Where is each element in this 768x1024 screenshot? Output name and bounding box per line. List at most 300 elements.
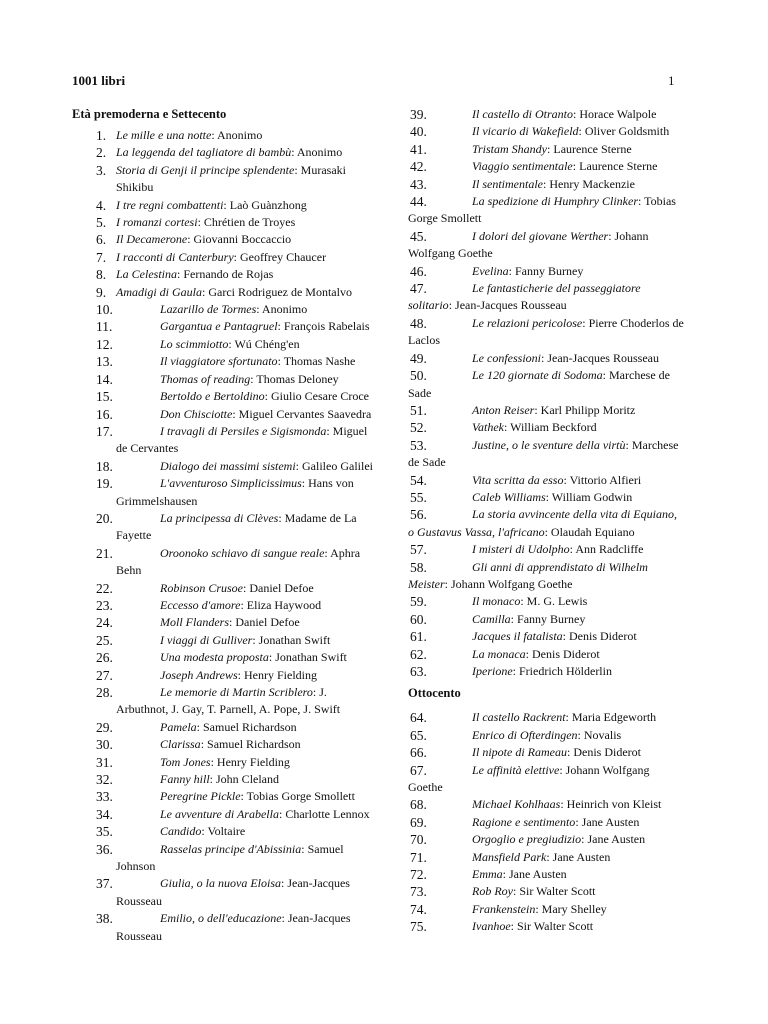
book-title: La storia avvincente della vita di Equiano,	[472, 507, 677, 522]
book-continuation-line: solitario: Jean-Jacques Rousseau	[408, 298, 567, 313]
book-line: Iperione: Friedrich Hölderlin	[472, 664, 612, 678]
book-author: J.	[319, 685, 327, 699]
book-author: Voltaire	[207, 824, 246, 839]
book-author: Laò Guànzhong	[229, 197, 307, 212]
book-number: 13.	[96, 354, 113, 370]
book-entry	[408, 402, 700, 419]
book-line: Ragione e sentimento: Jane Austen	[472, 814, 640, 829]
book-line: Peregrine Pickle: Tobias Gorge Smollett	[160, 789, 355, 804]
book-author: Olaudah Equiano	[550, 524, 635, 539]
book-line: Il sentimentale: Henry Mackenzie	[472, 176, 635, 191]
book-author: Jean-Jacques	[287, 911, 351, 926]
book-entry	[408, 315, 700, 350]
book-title: Una modesta proposta	[160, 650, 269, 665]
book-line: Rob Roy: Sir Walter Scott	[472, 884, 596, 899]
book-title: I travagli di Persiles e Sigismonda	[160, 423, 327, 438]
book-number: 73.	[410, 884, 427, 900]
book-author: Daniel Defoe	[249, 580, 314, 595]
book-author: Jane Austen	[581, 814, 640, 829]
book-title: Il castello Rackrent	[472, 710, 566, 725]
book-entry	[408, 744, 700, 761]
book-author: Johann Wolfgang	[565, 762, 650, 777]
book-entry	[408, 796, 700, 813]
book-author-continued: Laclos	[408, 333, 440, 348]
book-title: Jacques il fatalista	[472, 629, 563, 644]
book-title: Enrico di Ofterdingen	[472, 727, 578, 742]
book-number: 46.	[410, 263, 427, 279]
book-number: 33.	[96, 789, 113, 805]
book-author: Fernando de Rojas	[183, 267, 274, 282]
book-author: Vittorio Alfieri	[569, 472, 642, 487]
book-title: Gargantua e Pantagruel	[160, 319, 278, 334]
book-author: Fanny Burney	[517, 611, 586, 626]
book-line: Il Decamerone: Giovanni Boccaccio	[116, 232, 292, 247]
book-entry	[72, 336, 390, 353]
book-author-continued: Behn	[116, 563, 142, 578]
book-author-continued: Arbuthnot, J. Gay, T. Parnell, A. Pope, J. Swift	[116, 702, 341, 717]
book-entry	[408, 280, 700, 315]
book-author: Friedrich Hölderlin	[519, 664, 612, 678]
book-author: Samuel Richardson	[207, 737, 301, 752]
book-title: I viaggi di Gulliver	[160, 632, 253, 647]
book-title: La leggenda del tagliatore di bambù	[116, 145, 292, 160]
book-number: 74.	[410, 901, 427, 917]
book-entry	[72, 458, 390, 475]
book-entry	[408, 831, 700, 848]
book-line: Il nipote di Rameau: Denis Diderot	[472, 745, 641, 760]
book-line: Le 120 giornate di Sodoma: Marchese de	[472, 368, 670, 383]
book-title: Bertoldo e Bertoldino	[160, 389, 265, 404]
book-line: Caleb Williams: William Godwin	[472, 489, 633, 504]
book-entry	[408, 727, 700, 744]
book-entry	[72, 406, 390, 423]
book-author: Giulio Cesare Croce	[271, 389, 369, 404]
book-author: Galileo Galilei	[302, 458, 373, 473]
book-line: I racconti di Canterbury: Geoffrey Chaucer	[116, 249, 327, 264]
book-author: Murasaki	[300, 162, 346, 177]
book-line: La Celestina: Fernando de Rojas	[116, 267, 274, 282]
book-number: 8.	[96, 267, 107, 283]
book-entry	[72, 475, 390, 510]
book-number: 6.	[96, 232, 107, 248]
book-title: Don Chisciotte	[160, 406, 233, 421]
book-line: Enrico di Ofterdingen: Novalis	[472, 727, 622, 742]
book-entry	[408, 646, 700, 663]
book-line: Lazarillo de Tormes: Anonimo	[160, 302, 308, 317]
book-author: Daniel Defoe	[235, 615, 300, 630]
book-number: 1.	[96, 128, 107, 143]
book-line: Vathek: William Beckford	[472, 420, 597, 435]
book-title: Robinson Crusoe	[160, 580, 244, 595]
book-author: John Cleland	[216, 772, 280, 787]
book-line: I dolori del giovane Werther: Johann	[472, 228, 649, 243]
book-author: Jonathan Swift	[275, 650, 347, 665]
book-line: Frankenstein: Mary Shelley	[472, 901, 607, 916]
book-author: Maria Edgeworth	[571, 710, 657, 725]
book-number: 63.	[410, 664, 427, 679]
book-number: 68.	[410, 797, 427, 813]
book-author: Marchese	[631, 437, 679, 452]
book-entry	[72, 127, 390, 144]
book-line: Orgoglio e pregiudizio: Jane Austen	[472, 832, 646, 847]
book-line: Fanny hill: John Cleland	[160, 772, 280, 787]
book-line: Camilla: Fanny Burney	[472, 611, 586, 626]
book-line: Oroonoko schiavo di sangue reale: Aphra	[160, 545, 361, 560]
book-author: Miguel Cervantes Saavedra	[238, 406, 372, 421]
book-number: 23.	[96, 597, 113, 613]
book-entry	[408, 158, 700, 175]
book-title: Ivanhoe	[472, 919, 511, 934]
book-number: 75.	[410, 919, 427, 935]
book-number: 26.	[96, 650, 113, 666]
book-number: 30.	[96, 737, 113, 753]
book-entry	[408, 814, 700, 831]
book-entry	[408, 437, 700, 472]
book-author: Denis Diderot	[573, 745, 641, 760]
book-title: Il Decamerone	[116, 232, 188, 247]
book-number: 72.	[410, 867, 427, 883]
book-title: Thomas of reading	[160, 371, 251, 386]
book-entry	[72, 249, 390, 266]
book-author: Johann Wolfgang Goethe	[451, 576, 573, 591]
book-author: Karl Philipp Moritz	[540, 402, 636, 417]
book-line	[472, 507, 677, 521]
book-line: Storia di Genji il principe splendente: Murasaki	[116, 162, 346, 177]
book-line: Jacques il fatalista: Denis Diderot	[472, 629, 637, 644]
book-list-right-premodern	[408, 106, 700, 680]
book-author-continued: Johnson	[116, 859, 156, 874]
book-line: Le affinità elettive: Johann Wolfgang	[472, 762, 650, 777]
book-line: Candido: Voltaire	[160, 824, 246, 839]
book-entry	[408, 419, 700, 436]
book-title: La Celestina	[116, 267, 178, 282]
book-line: Justine, o le sventure della virtù: Marchese	[472, 437, 679, 452]
book-title: Clarissa	[160, 737, 201, 752]
book-author: Denis Diderot	[569, 629, 637, 644]
book-title: Le confessioni	[472, 350, 541, 365]
book-line	[472, 560, 648, 574]
book-entry	[72, 284, 390, 301]
book-title: I racconti di Canterbury	[116, 249, 234, 264]
book-title: Il nipote di Rameau	[472, 745, 567, 760]
book-author: Hans von	[308, 476, 354, 491]
book-line: Il viaggiatore sfortunato: Thomas Nashe	[160, 354, 356, 369]
book-title: Il viaggiatore sfortunato	[160, 354, 278, 369]
book-title: Le relazioni pericolose	[472, 315, 583, 330]
book-entry	[408, 762, 700, 797]
book-author-continued: Gorge Smollett	[408, 211, 482, 226]
book-number: 53.	[410, 437, 427, 453]
book-number: 67.	[410, 762, 427, 778]
book-author: Wú Chéng'en	[234, 336, 300, 351]
book-number: 32.	[96, 772, 113, 788]
book-number: 59.	[410, 594, 427, 610]
book-title: Caleb Williams	[472, 489, 546, 504]
book-number: 36.	[96, 841, 113, 857]
book-entry	[72, 388, 390, 405]
book-author: Thomas Nashe	[283, 354, 356, 369]
book-entry	[72, 754, 390, 771]
book-title: Emilio, o dell'educazione	[160, 911, 282, 926]
book-entry	[408, 263, 700, 280]
book-line: Don Chisciotte: Miguel Cervantes Saavedra	[160, 406, 372, 421]
book-author: Aphra	[330, 545, 361, 560]
book-title: I tre regni combattenti	[116, 197, 224, 212]
book-line: Le mille e una notte: Anonimo	[116, 128, 263, 142]
book-number: 50.	[410, 368, 427, 384]
book-number: 66.	[410, 745, 427, 761]
book-number: 39.	[410, 107, 427, 122]
book-line: Michael Kohlhaas: Heinrich von Kleist	[472, 797, 662, 812]
section-heading-premodern: Età premoderna e Settecento	[72, 107, 227, 121]
book-entry	[72, 371, 390, 388]
book-number: 18.	[96, 458, 113, 474]
book-author-continued: Rousseau	[116, 893, 162, 908]
book-entry	[408, 866, 700, 883]
book-title: Ragione e sentimento	[472, 814, 576, 829]
book-author: Eliza Haywood	[246, 597, 322, 612]
book-title: Rasselas principe d'Abissinia	[160, 841, 302, 856]
book-number: 27.	[96, 667, 113, 683]
book-number: 12.	[96, 336, 113, 352]
book-line: Joseph Andrews: Henry Fielding	[160, 667, 318, 682]
book-author-continued: de Sade	[408, 455, 446, 470]
book-title: Candido	[160, 824, 202, 839]
book-number: 45.	[410, 228, 427, 244]
book-line: Le avventure di Arabella: Charlotte Lennox	[160, 806, 370, 821]
book-title: La spedizione di Humphry Clinker	[472, 194, 638, 209]
book-continuation-line: Meister: Johann Wolfgang Goethe	[408, 576, 573, 591]
book-title: Lo scimmiotto	[160, 336, 229, 351]
book-author: Oliver Goldsmith	[584, 124, 670, 139]
book-line: Il castello di Otranto: Horace Walpole	[472, 107, 657, 121]
book-number: 10.	[96, 302, 113, 318]
book-number: 34.	[96, 806, 113, 822]
book-entry	[408, 367, 700, 402]
book-title: Frankenstein	[472, 901, 536, 916]
book-entry	[72, 266, 390, 283]
book-author: Marchese de	[609, 368, 670, 383]
book-entry	[408, 350, 700, 367]
book-line: Tristam Shandy: Laurence Sterne	[472, 141, 632, 156]
book-number: 19.	[96, 476, 113, 492]
book-title: Mansfield Park	[472, 849, 547, 864]
book-entry	[72, 806, 390, 823]
book-author: Mary Shelley	[541, 901, 607, 916]
book-number: 52.	[410, 420, 427, 436]
book-number: 2.	[96, 145, 107, 161]
book-entry	[72, 614, 390, 631]
book-number: 11.	[96, 319, 113, 335]
book-entry	[408, 663, 700, 680]
book-title: Michael Kohlhaas	[472, 797, 561, 812]
book-line: Viaggio sentimentale: Laurence Sterne	[472, 159, 658, 174]
book-line: Eccesso d'amore: Eliza Haywood	[160, 597, 322, 612]
right-column	[408, 106, 700, 936]
book-title: Camilla	[472, 611, 511, 626]
book-line: Dialogo dei massimi sistemi: Galileo Galilei	[160, 458, 373, 473]
book-line: Lo scimmiotto: Wú Chéng'en	[160, 336, 300, 351]
book-entry	[72, 197, 390, 214]
book-title: Il castello di Otranto	[472, 107, 573, 121]
book-title: I misteri di Udolpho	[472, 542, 570, 557]
book-number: 15.	[96, 389, 113, 405]
book-title: Giulia, o la nuova Eloisa	[160, 876, 281, 891]
book-number: 29.	[96, 719, 113, 735]
book-entry	[408, 106, 700, 123]
book-author: Jean-Jacques Rousseau	[547, 350, 659, 365]
book-entry	[408, 489, 700, 506]
book-number: 7.	[96, 249, 107, 265]
book-entry	[408, 193, 700, 228]
book-author: Jean-Jacques	[287, 876, 350, 891]
book-title: Evelina	[472, 263, 509, 278]
book-title: Anton Reiser	[472, 402, 535, 417]
book-author: Johann	[614, 228, 649, 243]
book-entry	[72, 841, 390, 876]
book-number: 62.	[410, 646, 427, 662]
book-number: 65.	[410, 727, 427, 743]
book-number: 28.	[96, 685, 113, 700]
book-author: Tobias Gorge Smollett	[246, 789, 355, 804]
book-author: Pierre Choderlos de	[588, 315, 684, 330]
book-number: 31.	[96, 754, 113, 770]
book-title: Vita scritta da esso	[472, 472, 564, 487]
page-number: 1	[668, 73, 675, 88]
book-entry	[408, 559, 700, 594]
book-title: Orgoglio e pregiudizio	[472, 832, 582, 847]
book-number: 47.	[410, 281, 427, 297]
book-author: Laurence Sterne	[579, 159, 658, 174]
book-author-continued: Sade	[408, 385, 432, 400]
book-number: 55.	[410, 489, 427, 505]
book-author: Henry Fielding	[244, 667, 318, 682]
book-entry	[408, 176, 700, 193]
book-continuation-line: o Gustavus Vassa, l'africano: Olaudah Equiano	[408, 524, 635, 539]
book-entry	[72, 597, 390, 614]
book-line: Pamela: Samuel Richardson	[160, 719, 297, 734]
book-line: L'avventuroso Simplicissimus: Hans von	[160, 476, 354, 491]
book-author: William Godwin	[551, 489, 633, 504]
book-entry	[72, 214, 390, 231]
book-author-continued: Grimmelshausen	[116, 493, 198, 508]
book-line: Ivanhoe: Sir Walter Scott	[472, 919, 594, 934]
book-number: 57.	[410, 542, 427, 558]
book-title: Il sentimentale	[472, 176, 543, 191]
book-title: Le memorie di Martin Scriblero	[160, 685, 313, 699]
book-title: La monaca	[472, 646, 526, 661]
book-number: 51.	[410, 402, 427, 418]
book-number: 22.	[96, 580, 113, 596]
book-number: 58.	[410, 559, 427, 575]
book-line: Rasselas principe d'Abissinia: Samuel	[160, 841, 344, 856]
book-title: Pamela	[160, 719, 197, 734]
book-line: I tre regni combattenti: Laò Guànzhong	[116, 197, 307, 212]
book-number: 70.	[410, 832, 427, 848]
book-line: Le relazioni pericolose: Pierre Choderlos de	[472, 315, 684, 330]
book-author: Giovanni Boccaccio	[193, 232, 292, 247]
book-author-continued: Fayette	[116, 528, 152, 543]
book-entry	[408, 628, 700, 645]
book-line: Il monaco: M. G. Lewis	[472, 594, 588, 609]
book-title: Le avventure di Arabella	[160, 806, 279, 821]
document-title: 1001 libri	[72, 73, 126, 88]
book-number: 9.	[96, 284, 107, 300]
book-number: 3.	[96, 162, 107, 178]
book-number: 56.	[410, 507, 427, 523]
book-author: Fanny Burney	[515, 263, 584, 278]
book-entry	[408, 123, 700, 140]
book-author: Jane Austen	[587, 832, 646, 847]
book-number: 37.	[96, 876, 113, 892]
book-line: Robinson Crusoe: Daniel Defoe	[160, 580, 314, 595]
book-number: 60.	[410, 611, 427, 627]
book-entry	[72, 144, 390, 161]
book-number: 38.	[96, 911, 113, 927]
book-title: Tom Jones	[160, 754, 211, 769]
book-title-continued: o Gustavus Vassa, l'africano	[408, 524, 545, 539]
book-title: Iperione	[472, 664, 513, 678]
book-entry	[408, 541, 700, 558]
book-author: Anonimo	[296, 145, 343, 160]
book-line: Clarissa: Samuel Richardson	[160, 737, 301, 752]
book-line: I misteri di Udolpho: Ann Radcliffe	[472, 542, 644, 557]
book-number: 4.	[96, 197, 107, 213]
book-line: Bertoldo e Bertoldino: Giulio Cesare Croce	[160, 389, 369, 404]
book-number: 54.	[410, 472, 427, 488]
book-line: Emma: Jane Austen	[472, 867, 567, 882]
book-number: 49.	[410, 350, 427, 366]
book-entry	[72, 736, 390, 753]
book-title: Le affinità elettive	[472, 762, 560, 777]
book-number: 44.	[410, 194, 427, 210]
book-author: Madame de La	[284, 510, 357, 525]
book-author: M. G. Lewis	[526, 594, 588, 609]
book-line: Anton Reiser: Karl Philipp Moritz	[472, 402, 636, 417]
book-entry	[72, 545, 390, 580]
book-number: 16.	[96, 406, 113, 422]
book-entry	[408, 849, 700, 866]
book-entry	[72, 231, 390, 248]
book-author: Charlotte Lennox	[285, 806, 370, 821]
book-author: William Beckford	[510, 420, 597, 435]
book-line: Thomas of reading: Thomas Deloney	[160, 371, 339, 386]
book-line: Giulia, o la nuova Eloisa: Jean-Jacques	[160, 876, 350, 891]
book-title: Dialogo dei massimi sistemi	[160, 458, 296, 473]
book-line: Le confessioni: Jean-Jacques Rousseau	[472, 350, 659, 365]
book-title: Oroonoko schiavo di sangue reale	[160, 545, 325, 560]
book-author: Chrétien de Troyes	[203, 215, 296, 230]
book-author: Garci Rodriguez de Montalvo	[208, 284, 352, 299]
book-entry	[72, 667, 390, 684]
book-title: Il vicario di Wakefield	[472, 124, 579, 139]
book-line: Gargantua e Pantagruel: François Rabelais	[160, 319, 370, 334]
book-entry	[408, 141, 700, 158]
book-title: Le mille e una notte	[116, 128, 212, 142]
book-entry	[72, 875, 390, 910]
book-line: Il vicario di Wakefield: Oliver Goldsmith	[472, 124, 670, 139]
book-line: Evelina: Fanny Burney	[472, 263, 584, 278]
book-line: La leggenda del tagliatore di bambù: Anonimo	[116, 145, 343, 160]
book-entry	[72, 162, 390, 197]
book-number: 20.	[96, 510, 113, 526]
book-title: Peregrine Pickle	[160, 789, 241, 804]
book-author: Novalis	[583, 727, 622, 742]
book-title: Storia di Genji il principe splendente	[116, 162, 295, 177]
book-line: Le memorie di Martin Scriblero: J.	[160, 685, 327, 699]
book-number: 61.	[410, 629, 427, 645]
book-title: L'avventuroso Simplicissimus	[160, 476, 302, 491]
